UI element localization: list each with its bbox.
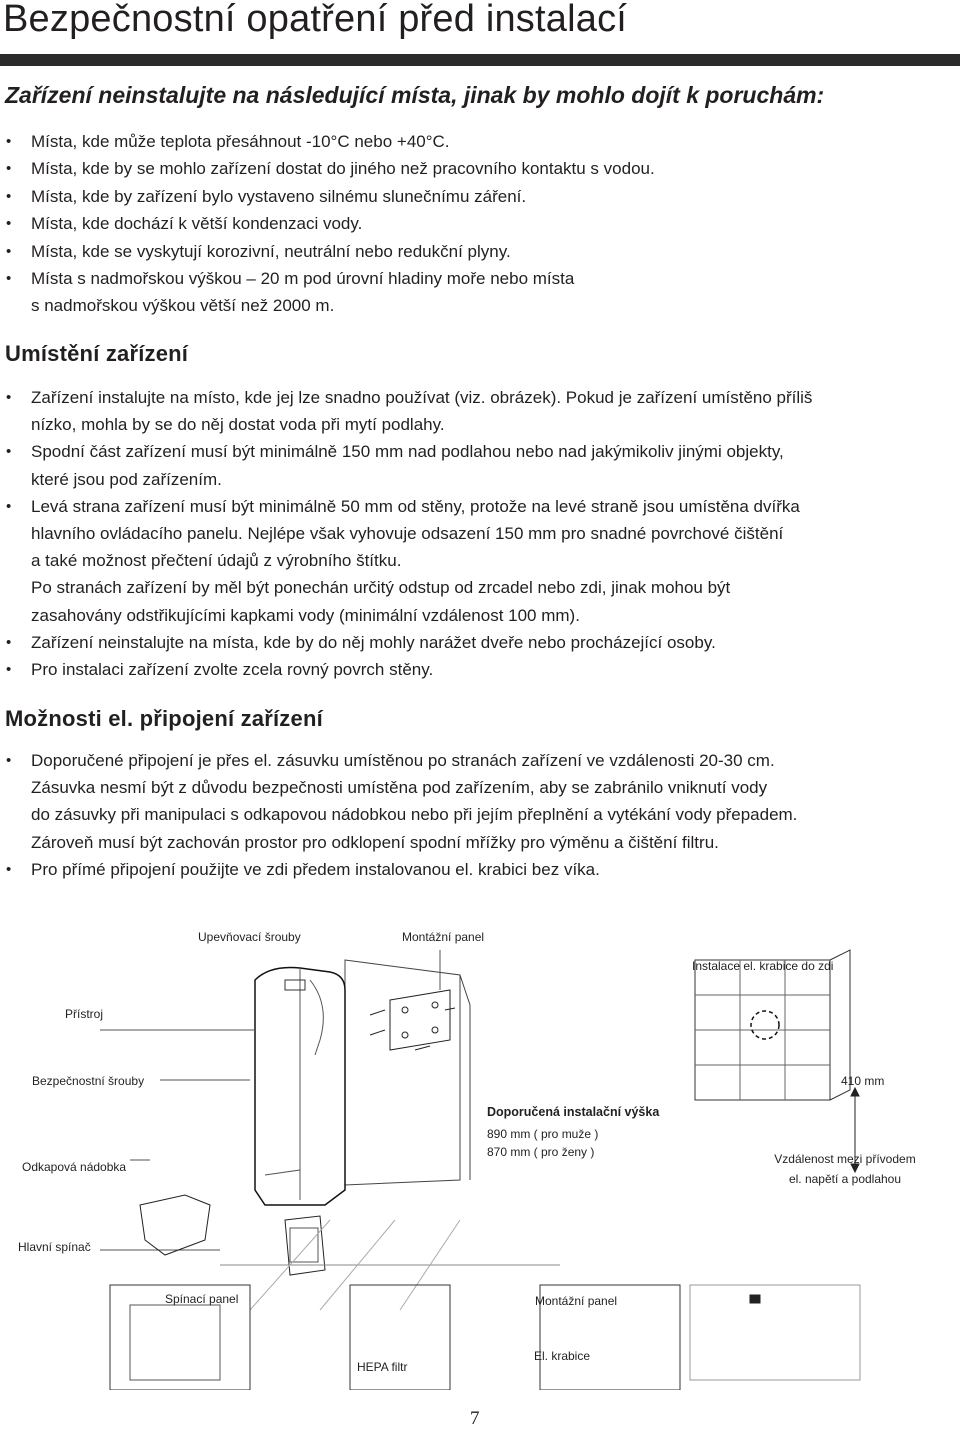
label-hepa-filtr: HEPA filtr	[357, 1360, 408, 1374]
section1-list	[0, 128, 940, 320]
label-pristroj: Přístroj	[65, 1007, 104, 1021]
label-bezpecnostni-srouby: Bezpečnostní šrouby	[32, 1074, 145, 1088]
title-rule	[0, 54, 960, 66]
label-upevnovaci-srouby: Upevňovací šrouby	[198, 930, 301, 944]
section3-list	[0, 747, 940, 883]
list-item: • Doporučené připojení je přes el. zásuvku umístěnou po stranách zařízení ve vzdálenosti 20-30 cm. Zásuvka nesmí být z důvodu bezpečnosti umístěna pod zařízením, aby se zabránilo vniknutí vody do zásuvky při manipulaci s odkapovou nádobkou nebo při jejím přeplnění a vytékání vody přepadem. Zároveň musí být zachován prostor pro odklopení spodní mřížky pro výměnu a čištění filtru.	[6, 751, 798, 852]
list-item: • Místa, kde by zařízení bylo vystaveno silnému slunečnímu záření.	[6, 186, 527, 206]
label-vyska-muz: 890 mm ( pro muže )	[487, 1127, 599, 1141]
page-title: Bezpečnostní opatření před instalací	[3, 0, 628, 40]
installation-diagram	[0, 920, 960, 1390]
list-item: • Zařízení instalujte na místo, kde jej lze snadno používat (viz. obrázek). Pokud je zařízení umístěno příliš nízko, mohla by se do něj dostat voda při mytí podlahy.	[6, 388, 813, 435]
page-number: 7	[470, 1408, 480, 1429]
label-410mm: 410 mm	[841, 1074, 885, 1088]
section3-heading: Možnosti el. připojení zařízení	[5, 706, 323, 731]
section2-list	[0, 384, 940, 683]
label-instalace-krabice: Instalace el. krabice do zdi	[692, 959, 834, 973]
section2-heading: Umístění zařízení	[5, 341, 189, 366]
list-item: • Místa, kde se vyskytují korozivní, neutrální nebo redukční plyny.	[6, 241, 511, 261]
label-vzdalenost-1: Vzdálenost mezi přívodem	[774, 1152, 916, 1166]
label-montazni-panel-top: Montážní panel	[402, 930, 485, 944]
list-item: • Místa, kde dochází k větší kondenzaci vody.	[6, 214, 363, 234]
label-hlavni-spinac: Hlavní spínač	[18, 1240, 91, 1254]
section1-heading: Zařízení neinstalujte na následující místa, jinak by mohlo dojít k poruchám:	[5, 82, 825, 108]
list-item: • Zařízení neinstalujte na místa, kde by do něj mohly narážet dveře nebo procházející osoby.	[6, 632, 716, 652]
label-vyska-zena: 870 mm ( pro ženy )	[487, 1145, 595, 1159]
label-odkapova-nadobka: Odkapová nádobka	[22, 1160, 127, 1174]
list-item: • Levá strana zařízení musí být minimálně 50 mm od stěny, protože na levé straně jsou umístěna dvířka hlavního ovládacího panelu. Nejlépe však vyhovuje odsazení 150 mm pro snadné povrchové čištění a také možnost přečtení údajů z výrobního štítku. Po stranách zařízení by měl být ponechán určitý odstup od zrcadel nebo zdi, jinak mohou být zasahovány odstřikujícími kapkami vody (minimální vzdálenost 100 mm).	[6, 496, 800, 625]
label-doporucena-vyska: Doporučená instalační výška	[487, 1105, 660, 1119]
label-vzdalenost-2: el. napětí a podlahou	[788, 1172, 902, 1186]
list-item: • Pro instalaci zařízení zvolte zcela rovný povrch stěny.	[6, 660, 434, 680]
label-el-krabice: El. krabice	[534, 1349, 591, 1363]
label-spinaci-panel: Spínací panel	[165, 1292, 239, 1306]
list-item: • Místa, kde může teplota přesáhnout -10°C nebo +40°C.	[6, 132, 450, 151]
list-item: • Pro přímé připojení použijte ve zdi předem instalovanou el. krabici bez víka.	[6, 859, 600, 879]
list-item: • Spodní část zařízení musí být minimálně 150 mm nad podlahou nebo nad jakýmikoliv jinými objekty, které jsou pod zařízením.	[6, 442, 784, 489]
list-item: • Místa s nadmořskou výškou – 20 m pod úrovní hladiny moře nebo místa s nadmořskou výškou větší než 2000 m.	[6, 269, 575, 316]
label-montazni-panel-bottom: Montážní panel	[535, 1294, 618, 1308]
list-item: • Místa, kde by se mohlo zařízení dostat do jiného než pracovního kontaktu s vodou.	[6, 159, 655, 179]
